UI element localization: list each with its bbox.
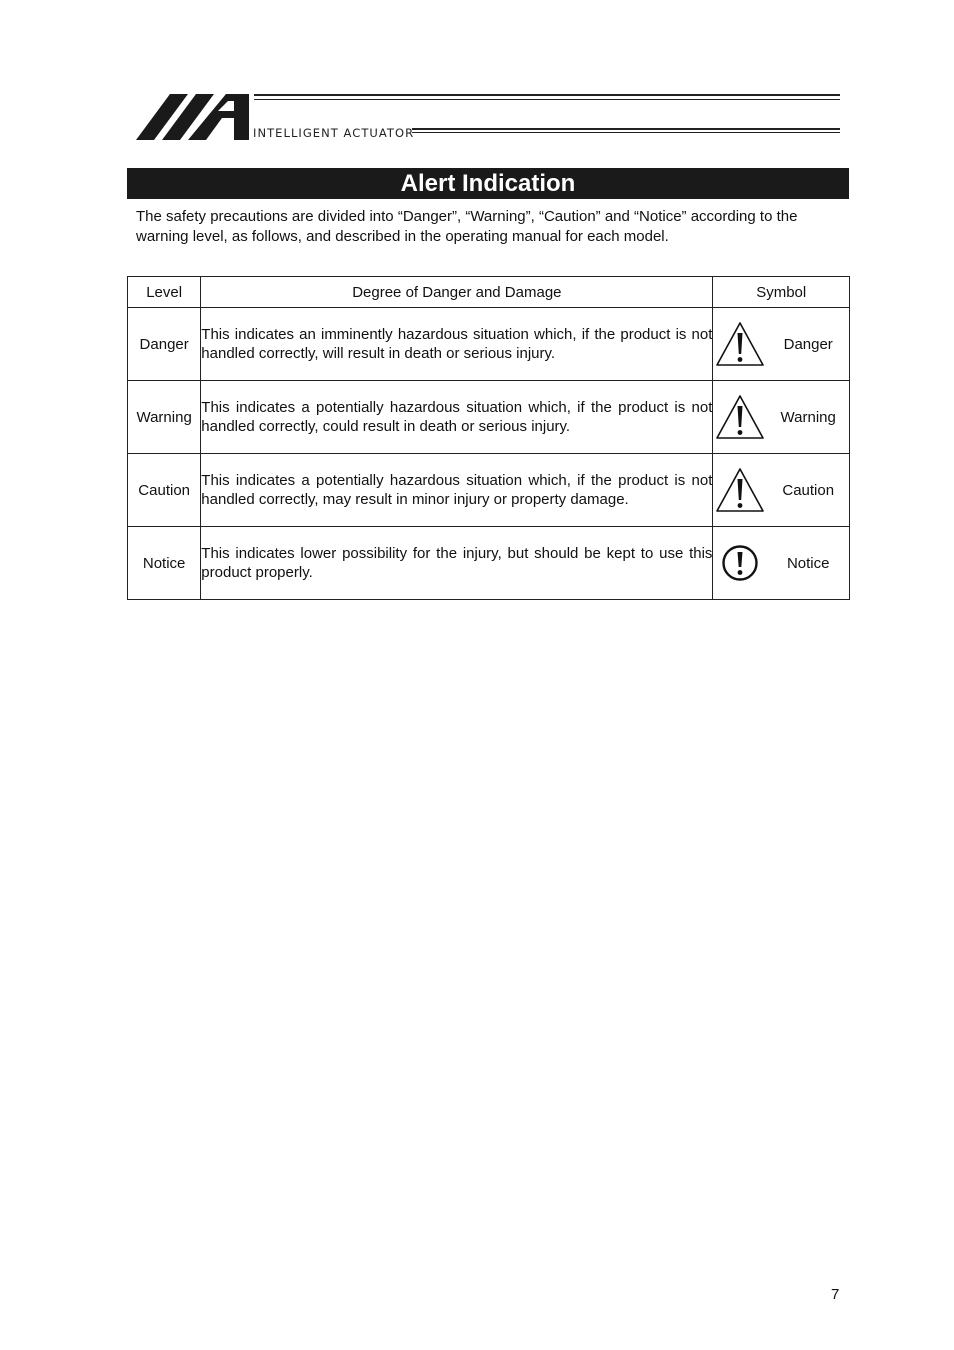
symbol-label: Notice: [786, 554, 830, 572]
page-header: [136, 90, 840, 142]
level-cell: Danger: [128, 308, 201, 381]
column-header-symbol: Symbol: [713, 277, 850, 308]
description-cell: This indicates a potentially hazardous situation which, if the product is not handled correctly, could result in death or serious injury.: [201, 381, 713, 454]
level-cell: Notice: [128, 527, 201, 600]
symbol-cell: [713, 527, 850, 600]
description-cell: This indicates lower possibility for the injury, but should be kept to use this product properly.: [201, 527, 713, 600]
description-cell: This indicates a potentially hazardous situation which, if the product is not handled correctly, may result in minor injury or property damage.: [201, 454, 713, 527]
header-rule: [412, 128, 840, 130]
level-cell: Warning: [128, 381, 201, 454]
symbol-cell: [713, 454, 850, 527]
intro-paragraph: The safety precautions are divided into “Danger”, “Warning”, “Caution” and “Notice” according to the warning level, as follows, and described in the operating manual for each model.: [136, 208, 798, 245]
page-number: 7: [831, 1286, 840, 1303]
header-rule: [254, 94, 840, 96]
level-cell: Caution: [128, 454, 201, 527]
warning-triangle-icon: [713, 467, 767, 513]
description-cell: This indicates an imminently hazardous situation which, if the product is not handled correctly, will result in death or serious injury.: [201, 308, 713, 381]
symbol-cell: [713, 308, 850, 381]
header-rule: [254, 99, 840, 100]
section-title: Alert Indication: [127, 168, 849, 199]
symbol-cell: [713, 381, 850, 454]
warning-triangle-icon: [713, 321, 767, 367]
table-row: [128, 454, 850, 527]
header-rule: [412, 132, 840, 133]
symbol-label: Danger: [783, 335, 833, 353]
symbol-label: Warning: [780, 408, 836, 426]
table-row: [128, 308, 850, 381]
table-row: [128, 527, 850, 600]
alert-levels-table: [127, 276, 850, 600]
warning-triangle-icon: [713, 394, 767, 440]
exclamation-circle-icon: [713, 543, 767, 583]
table-row: [128, 381, 850, 454]
iai-logo-icon: [136, 92, 252, 142]
column-header-degree: Degree of Danger and Damage: [201, 277, 713, 308]
symbol-label: Caution: [782, 481, 835, 499]
table-header-row: [128, 277, 850, 308]
brand-text: INTELLIGENT ACTUATOR: [253, 126, 415, 140]
column-header-level: Level: [128, 277, 201, 308]
